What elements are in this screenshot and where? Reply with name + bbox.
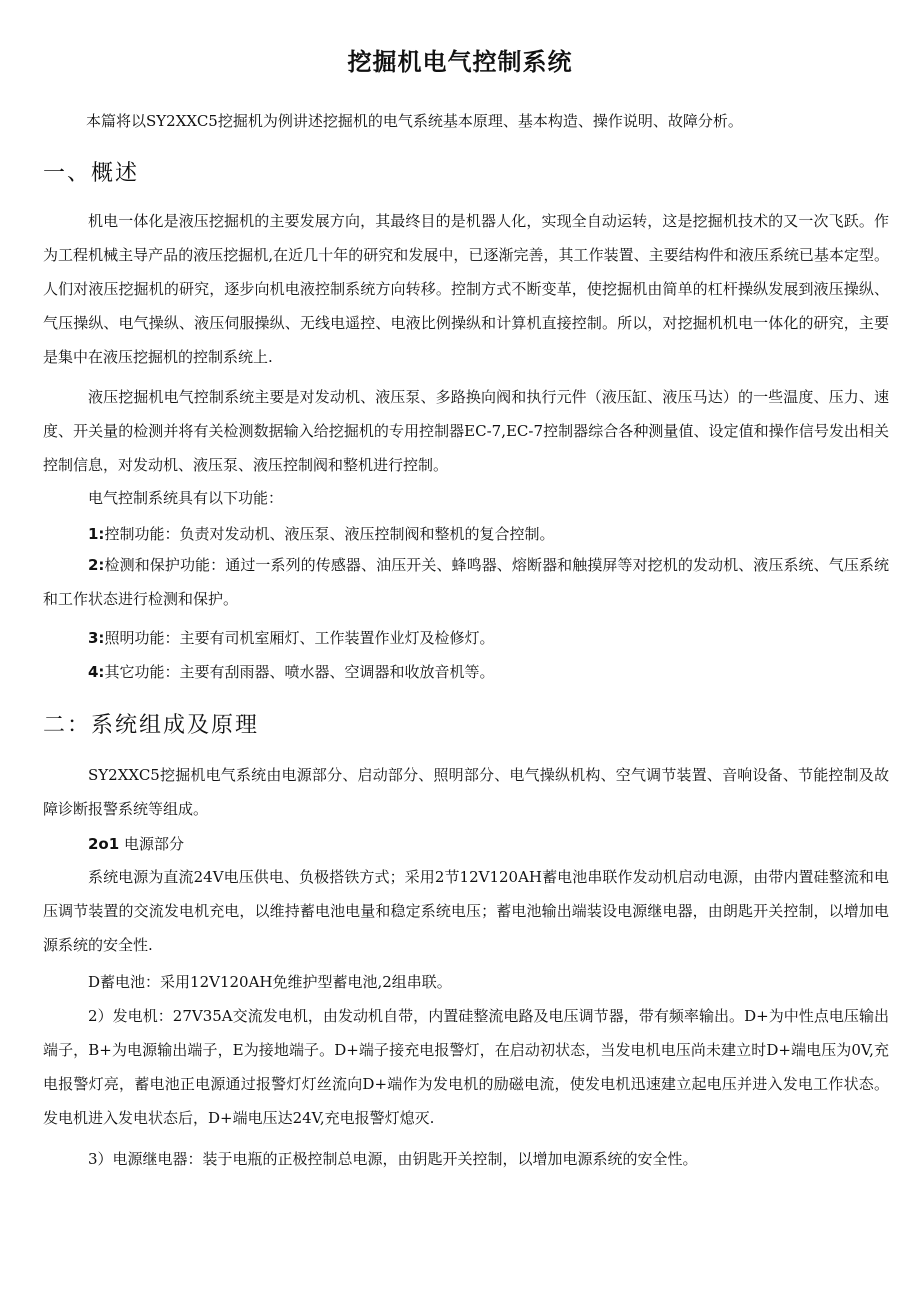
- function-item-1: [88, 523, 888, 545]
- section-1-paragraph-1: 机电一体化是液压挖掘机的主要发展方向，其最终目的是机器人化，实现全自动运转，这是挖掘机技术的又一次飞跃。作为工程机械主导产品的液压挖掘机,在近几十年的研究和发展中，已逐渐完善，其工作装置、主要结构件和液压系统已基本定型。人们对液压挖掘机的研究，逐步向机电液控制系统方向转移。控制方式不断变革，使挖掘机由简单的杠杆操纵发展到液压操纵、气压操纵、电气操纵、液压伺服操纵、无线电遥控、电液比例操纵和计算机直接控制。所以，对挖掘机机电一体化的研究，主要是集中在液压挖掘机的控制系统上.: [43, 212, 889, 366]
- function-item-1-text: 控制功能：负责对发动机、液压泵、液压控制阀和整机的复合控制。: [104, 525, 555, 543]
- function-item-2-number: 2:: [88, 556, 105, 574]
- function-item-4-number: 4:: [88, 663, 105, 681]
- function-item-3-text: 照明功能：主要有司机室厢灯、工作装置作业灯及检修灯。: [104, 629, 495, 647]
- function-item-2: [43, 548, 889, 616]
- section-2-paragraph-1: SY2XXC5挖掘机电气系统由电源部分、启动部分、照明部分、电气操纵机构、空气调节装置、音响设备、节能控制及故障诊断报警系统等组成。: [43, 766, 889, 818]
- generator-item: 2）发电机：27V35A交流发电机，由发动机自带，内置硅整流电路及电压调节器，带有频率输出。D+为中性点电压输出端子，B+为电源输出端子，E为接地端子。D+端子接充电报警灯，在启动初状态，当发电机电压尚未建立时D+端电压为0V,充电报警灯亮，蓄电池正电源通过报警灯灯丝流向D+端作为发电机的励磁电流，使发电机迅速建立起电压并进入发电工作状态。发电机进入发电状态后，D+端电压达24V,充电报警灯熄灭.: [43, 1007, 889, 1127]
- function-item-3-number: 3:: [88, 629, 105, 647]
- document-title: 挖掘机电气控制系统: [347, 48, 573, 76]
- power-paragraph: 系统电源为直流24V电压供电、负极搭铁方式；采用2节12V120AH蓄电池串联作发动机启动电源，由带内置硅整流和电压调节装置的交流发电机充电，以维持蓄电池电量和稳定系统电压；蓄电池输出端装设电源继电器，由朗匙开关控制，以增加电源系统的安全性.: [43, 868, 889, 954]
- function-item-4: [88, 661, 888, 683]
- battery-item: D蓄电池：采用12V120AH免维护型蓄电池,2组串联。: [88, 973, 452, 991]
- intro-paragraph: 本篇将以SY2XXC5挖掘机为例讲述挖掘机的电气系统基本原理、基本构造、操作说明、故障分析。: [86, 112, 743, 130]
- section-1-heading: 一、概述: [43, 161, 140, 186]
- section-1-paragraph-2: 液压挖掘机电气控制系统主要是对发动机、液压泵、多路换向阀和执行元件（液压缸、液压马达）的一些温度、压力、速度、开关量的检测并将有关检测数据输入给挖掘机的专用控制器EC-7,EC-7控制器综合各种测量值、设定值和操作信号发出相关控制信息，对发动机、液压泵、液压控制阀和整机进行控制。: [43, 388, 889, 474]
- section-2-heading: 二：系统组成及原理: [43, 713, 260, 738]
- function-item-4-text: 其它功能：主要有刮雨器、喷水器、空调器和收放音机等。: [104, 663, 495, 681]
- function-item-2-text: 检测和保护功能：通过一系列的传感器、油压开关、蜂鸣器、熔断器和触摸屏等对挖机的发动机、液压系统、气压系统和工作状态进行检测和保护。: [43, 556, 889, 608]
- function-item-3: [88, 627, 888, 649]
- function-item-1-number: 1:: [88, 525, 105, 543]
- subsection-power: [88, 833, 888, 855]
- subsection-power-title: 电源部分: [123, 835, 184, 853]
- relay-item: 3）电源继电器：装于电瓶的正极控制总电源，由钥匙开关控制，以增加电源系统的安全性。: [88, 1150, 698, 1168]
- subsection-power-number: 2o1: [88, 835, 120, 853]
- functions-intro: 电气控制系统具有以下功能：: [88, 489, 284, 507]
